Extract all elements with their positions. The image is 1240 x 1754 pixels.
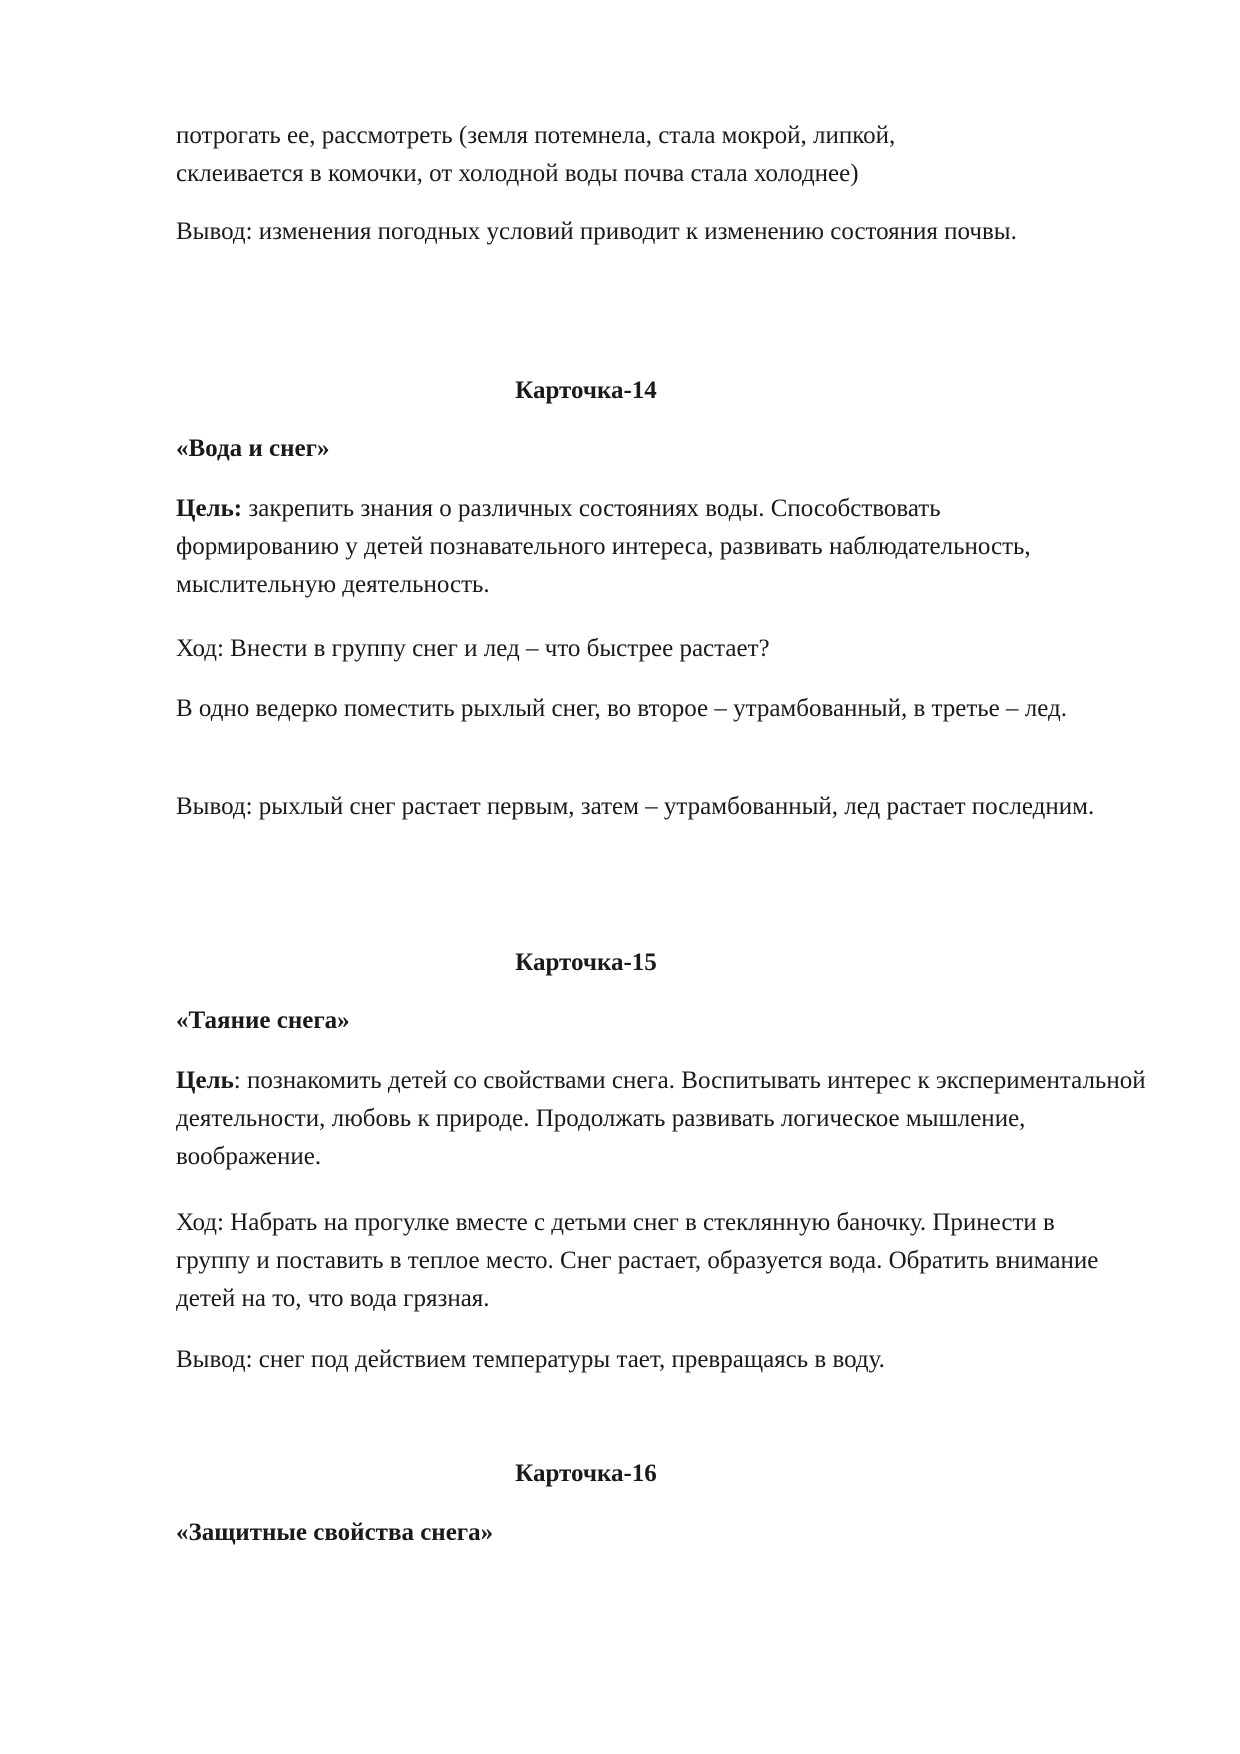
- card-14-conclusion: Вывод: рыхлый снег растает первым, затем – утрамбованный, лед растает последним.: [176, 793, 1095, 820]
- intro-conclusion: Вывод: изменения погодных условий приводит к изменению состояния почвы.: [176, 218, 1017, 245]
- card-15-conclusion: Вывод: снег под действием температуры тает, превращаясь в воду.: [176, 1346, 885, 1373]
- card-16-subtitle: «Защитные свойства снега»: [176, 1519, 494, 1546]
- card-14-subtitle: «Вода и снег»: [176, 435, 330, 462]
- card-14-goal-text: закрепить знания о различных состояниях воды. Способствовать формированию у детей познавательного интереса, развивать наблюдательность, мыслительную деятельность.: [176, 495, 1031, 598]
- card-15-step-1: Ход: Набрать на прогулке вместе с детьми снег в стеклянную баночку. Принести в группу и поставить в теплое место. Снег растает, образуется вода. Обратить внимание детей на то, что вода грязная.: [176, 1209, 1099, 1312]
- card-15-goal-text: : познакомить детей со свойствами снега. Воспитывать интерес к экспериментальной деятельности, любовь к природе. Продолжать развивать логическое мышление, воображение.: [176, 1067, 1146, 1170]
- intro-continuation: потрогать ее, рассмотреть (земля потемнела, стала мокрой, липкой, склеивается в комочки, от холодной воды почва стала холоднее): [176, 122, 896, 187]
- card-14-title: Карточка-14: [515, 377, 657, 404]
- card-15-goal-label: Цель: [176, 1067, 234, 1094]
- card-15-subtitle: «Таяние снега»: [176, 1007, 350, 1034]
- card-15-title: Карточка-15: [515, 949, 657, 976]
- card-14-goal: [176, 490, 1096, 604]
- card-14-step-1: Ход: Внести в группу снег и лед – что быстрее растает?: [176, 635, 770, 662]
- card-14-goal-label: Цель:: [176, 495, 243, 522]
- card-16-title: Карточка-16: [515, 1460, 657, 1487]
- card-15-goal: [176, 1062, 1156, 1176]
- card-14-step-2: В одно ведерко поместить рыхлый снег, во второе – утрамбованный, в третье – лед.: [176, 695, 1067, 722]
